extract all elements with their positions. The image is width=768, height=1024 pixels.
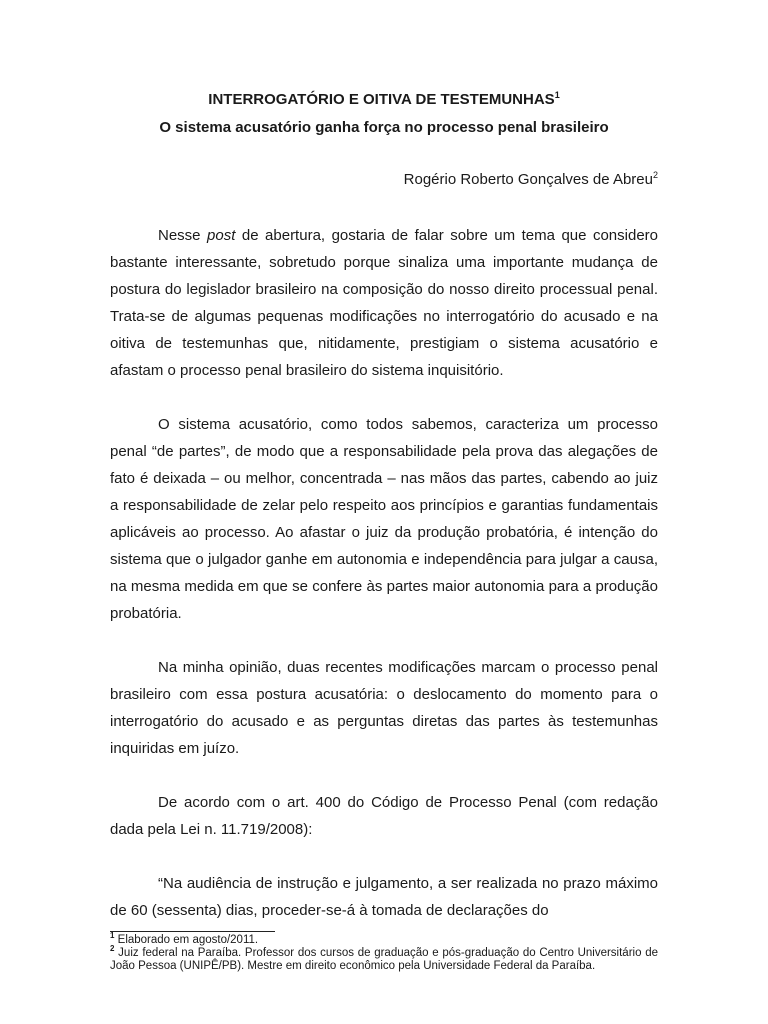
- paragraph-4: De acordo com o art. 400 do Código de Processo Penal (com redação dada pela Lei n. 11.719/2008):: [110, 794, 658, 838]
- title-footnote-ref[interactable]: 1: [554, 90, 560, 100]
- footnote-number: 1: [110, 931, 115, 941]
- footnote-number: 2: [110, 944, 115, 954]
- emphasis-post: post: [207, 227, 236, 244]
- document-subtitle: O sistema acusatório ganha força no processo penal brasileiro: [159, 119, 609, 136]
- paragraph-5-quote: “Na audiência de instrução e julgamento, a ser realizada no prazo máximo de 60 (sessenta) dias, proceder-se-á à tomada de declarações do: [110, 875, 658, 919]
- paragraph-1: Nesse post de abertura, gostaria de falar sobre um tema que considero bastante interessante, sobretudo porque sinaliza uma importante mudança de postura do legislador brasileiro na composição do nosso direito processual penal. Trata-se de algumas pequenas modificações no interrogatório do acusado e na oitiva de testemunhas que, nitidamente, prestigiam o sistema acusatório e afastam o processo penal brasileiro do sistema inquisitório.: [110, 227, 658, 379]
- author-line: Rogério Roberto Gonçalves de Abreu$^2$: [403, 170, 658, 188]
- author-footnote-ref[interactable]: 2: [652, 170, 658, 180]
- document-body: [110, 222, 658, 924]
- paragraph-2: O sistema acusatório, como todos sabemos, caracteriza um processo penal “de partes”, de modo que a responsabilidade pela prova das alegações de fato é deixada – ou melhor, concentrada – nas mãos das partes, cabendo ao juiz a responsabilidade de zelar pelo respeito aos princípios e garantias fundamentais aplicáveis ao processo. Ao afastar o juiz da produção probatória, é intenção do sistema que o julgador ganhe em autonomia e independência para julgar a causa, na mesma medida em que se confere às partes maior autonomia para a produção probatória.: [110, 416, 658, 622]
- footnote-1: $^1$ Elaborado em agosto/2011.: [110, 931, 259, 946]
- footnote-divider: [110, 931, 275, 932]
- footnotes: [110, 931, 658, 973]
- footnote-2: $^2$ Juiz federal na Paraíba. Professor dos cursos de graduação e pós-graduação do Centro Universitário de João Pessoa (UNIPÊ/PB). Mestre em direito econômico pela Universidade Federal da Paraíba.: [110, 944, 658, 972]
- paragraph-3: Na minha opinião, duas recentes modificações marcam o processo penal brasileiro com essa postura acusatória: o deslocamento do momento para o interrogatório do acusado e as perguntas diretas das partes às testemunhas inquiridas em juízo.: [110, 659, 658, 757]
- document-title: INTERROGATÓRIO E OITIVA DE TESTEMUNHAS$^1$: [208, 90, 560, 108]
